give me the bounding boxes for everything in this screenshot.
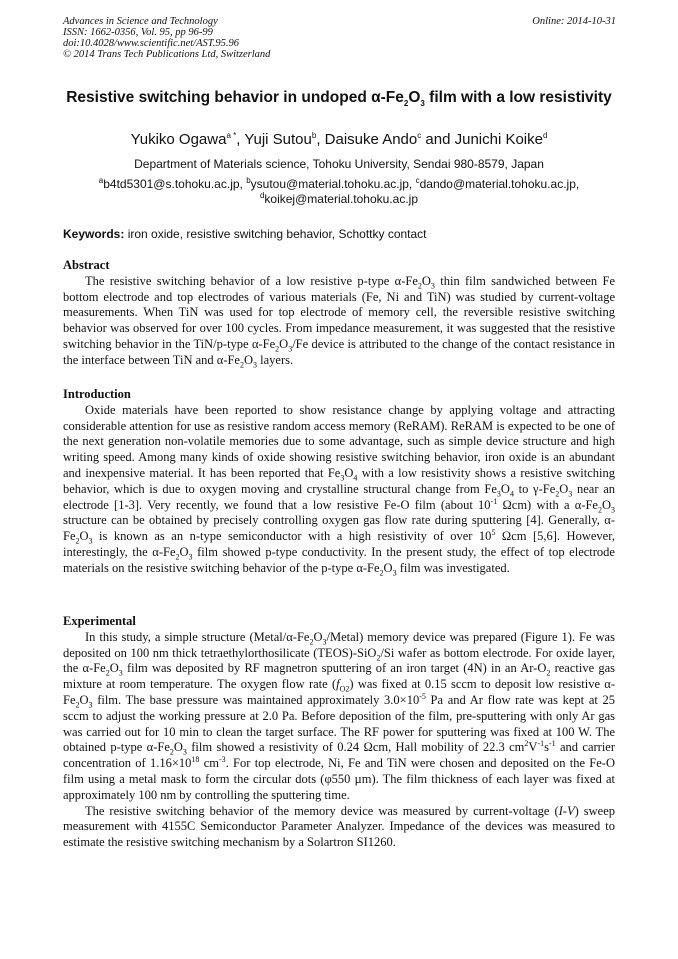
online-date: Online: 2014-10-31 [532, 16, 616, 27]
journal-header [63, 16, 270, 60]
paragraph: The resistive switching behavior of the memory device was measured by current-voltage (I-V) sweep measurement with 4155C Semiconductor Parameter Analyzer. Impedance of the devices was measured to estimate the resistive switching mechanism by a Solartron SI1260. [63, 803, 616, 850]
doi-line[interactable]: doi:10.4028/www.scientific.net/AST.95.96 [63, 38, 240, 49]
introduction-body [63, 403, 615, 577]
paragraph: Oxide materials have been reported to show resistance change by applying voltage and attracting considerable attention for use as resistive random access memory (ReRAM). ReRAM is expected to be one of the next generation non-volatile memories due to some advantage, such as simple device structure and high writing speed. Among many kinds of oxide showing resistive switching behavior, iron oxide is an abundant and inexpensive material. It has been reported that $Fe_3O_4$ with a low resistivity shows a resistive switching behavior, which is due to oxygen moving and crystalline structural change from $Fe_3O_4$ to $\gamma-Fe_2O_3$ near an electrode [1-3]. Very recently, we found that a low resistive Fe-O film (about $10^{-1}$ Ωcm) with a $\alpha-Fe_2O_3$ structure can be obtained by precisely controlling oxygen gas flow rate during sputtering [4]. Generally, $\alpha-Fe_2O_3$ is known as an n-type semiconductor with a high resistivity of over $10^5$ Ωcm [5,6]. However, interestingly, the $\alpha-Fe_2O_3$ film showed p-type conductivity. In the present study, the effect of top electrode materials on the resistive switching behavior of the p-type $\alpha-Fe_2O_3$ film was investigated. [63, 402, 615, 578]
paragraph: The resistive switching behavior of a low resistive p-type $\alpha-Fe_2O_3$ thin film sandwiched between Fe bottom electrode and top electrodes of various materials (Fe, Ni and TiN) was studied by current-voltage measurements. When TiN was used for top electrode of memory cell, the reversible resistive switching behavior was observed for over 100 cycles. From impedance measurement, it was suggested that the resistive switching behavior in the TiN/p-type $\alpha-Fe_2O_3/Fe$ device is attributed to the change of the contact resistance in the interface between TiN and $\alpha-Fe_2O_3$ layers. [63, 273, 615, 370]
abstract-section [63, 258, 615, 369]
author-list: Yukiko Ogawa$^{a *}$, Yuji Sutou$^b$, Daisuke Ando$^c$ and Junichi Koike$^d$ [130, 131, 548, 148]
keywords-label: Keywords: [63, 227, 125, 241]
introduction-section [63, 387, 615, 577]
keywords [63, 226, 615, 242]
paper-title: Resistive switching behavior in undoped $\alpha-Fe_2O_3$ film with a low resistivity [66, 89, 612, 109]
issn-line: ISSN: 1662-0356, Vol. 95, pp 96-99 [63, 27, 213, 38]
paragraph: In this study, a simple structure $(Metal/\alpha-Fe_2O_3/Metal)$ memory device was prepared (Figure 1). Fe was deposited on 100 nm thick tetraethylorthosilicate (TEOS)-SiO$_2$/Si wafer as bottom electrode. For oxide layer, the $\alpha-Fe_2O_3$ film was deposited by RF magnetron sputtering of an iron target (4N) in an $Ar-O_2$ reactive gas mixture at room temperature. The oxygen flow rate $(f_{O2})$ was fixed at 0.15 sccm to deposit low resistive $\alpha-Fe_2O_3$ film. The base pressure was maintained approximately $3.0\times 10^{-5}$ Pa and Ar flow rate was kept at 25 sccm to adjust the working pressure at 2.0 Pa. Before deposition of the film, pre-sputtering with only Ar gas was carried out for 10 min to clean the target surface. The RF power for sputtering was fixed at 100 W. The obtained p-type $\alpha-Fe_2O_3$ film showed a resistivity of 0.24 Ωcm, Hall mobility of 22.3 $cm^2V^{-1}s^{-1}$ and carrier concentration of $1.16\times 10^{18}$ $cm^{-3}$. For top electrode, Ni, Fe and TiN were chosen and deposited on the Fe-O film using a metal mask to form the circular dots (φ550 µm). The film thickness of each layer was fixed at approximately 100 nm by controlling the sputtering time. [63, 629, 616, 802]
experimental-section [63, 614, 615, 851]
abstract-heading: Abstract [63, 258, 110, 272]
affiliation: Department of Materials science, Tohoku University, Sendai 980-8579, Japan [134, 157, 544, 171]
abstract-body [63, 274, 615, 369]
experimental-body [63, 630, 615, 851]
experimental-heading: Experimental [63, 614, 136, 628]
introduction-heading: Introduction [63, 387, 131, 401]
journal-name: Advances in Science and Technology [63, 16, 218, 27]
author-emails[interactable]: $^a$b4td5301@s.tohoku.ac.jp, $^b$ysutou@material.tohoku.ac.jp, $^c$dando@material.tohoku.ac.jp, $^d$koikej@material.tohoku.ac.jp [98, 176, 580, 206]
keywords-text: iron oxide, resistive switching behavior, Schottky contact [124, 227, 427, 241]
copyright-line: © 2014 Trans Tech Publications Ltd, Switzerland [63, 49, 271, 60]
